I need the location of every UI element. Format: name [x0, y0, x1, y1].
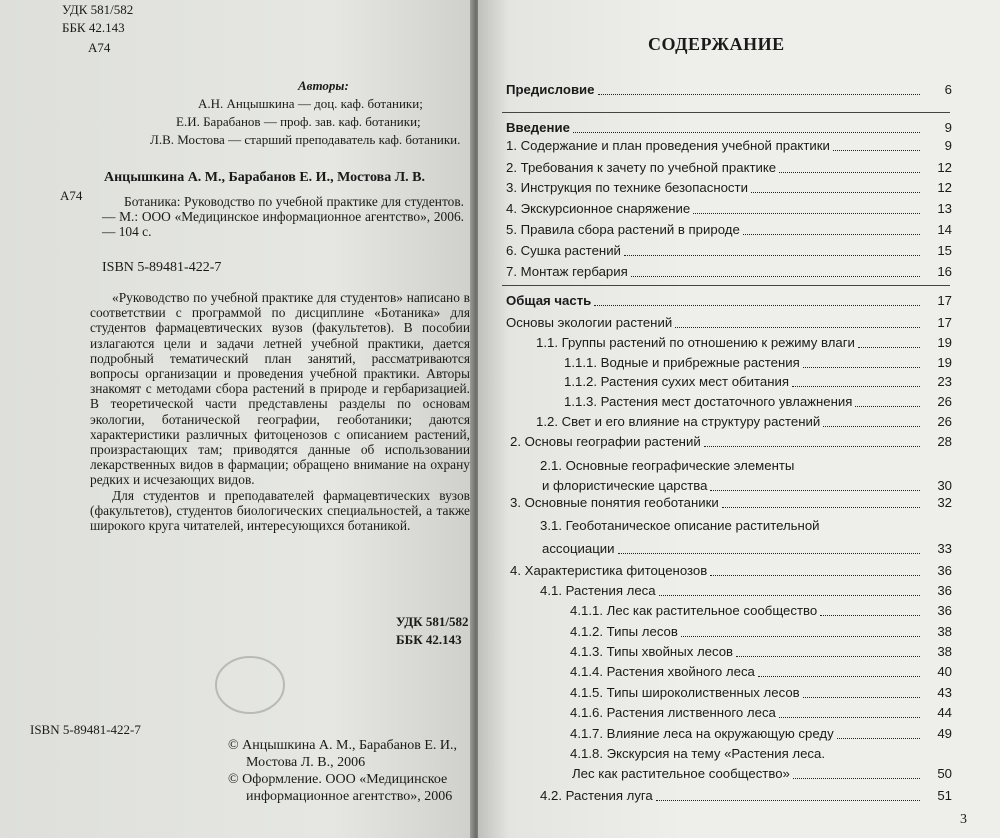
toc-entry: 4. Экскурсионное снаряжение	[506, 201, 691, 216]
toc-page-number: 12	[937, 160, 952, 175]
toc-entry: 4.1.4. Растения хвойного леса	[570, 664, 755, 679]
table-of-contents	[478, 0, 1000, 838]
toc-page-number: 44	[937, 705, 952, 720]
toc-page-number: 49	[937, 726, 952, 741]
toc-entry: Введение	[506, 120, 570, 135]
abstract	[90, 290, 470, 533]
toc-dot-leader	[659, 595, 920, 596]
page-number: 3	[960, 812, 967, 827]
left-page	[0, 0, 474, 838]
toc-dot-leader	[837, 738, 920, 739]
toc-entry: Предисловие	[506, 82, 595, 97]
toc-page-number: 15	[937, 243, 952, 258]
toc-dot-leader	[656, 800, 920, 801]
toc-page-number: 38	[937, 624, 952, 639]
toc-dot-leader	[792, 386, 920, 387]
author-line-1: А.Н. Анцышкина — доц. каф. ботаники;	[198, 96, 423, 111]
toc-dot-leader	[803, 367, 920, 368]
toc-dot-leader	[751, 192, 920, 193]
toc-dot-leader	[631, 276, 920, 277]
toc-page-number: 43	[937, 685, 952, 700]
author-line-3: Л.В. Мостова — старший преподаватель каф. ботаники.	[150, 132, 461, 147]
toc-dot-leader	[820, 615, 920, 616]
toc-dot-leader	[833, 150, 920, 151]
toc-dot-leader	[594, 305, 920, 306]
toc-entry: 4.1.1. Лес как растительное сообщество	[570, 603, 818, 618]
bbk-top: ББК 42.143	[62, 20, 125, 35]
toc-page-number: 23	[937, 374, 952, 389]
toc-dot-leader	[858, 347, 920, 348]
bbk-bottom: ББК 42.143	[396, 632, 462, 647]
toc-page-number: 33	[937, 541, 952, 556]
code-top: А74	[88, 40, 111, 55]
toc-dot-leader	[823, 426, 920, 427]
toc-entry: 1.1. Группы растений по отношению к режиму влаги	[536, 335, 855, 350]
toc-entry: 2. Требования к зачету по учебной практике	[506, 160, 777, 175]
toc-entry: 5. Правила сбора растений в природе	[506, 222, 740, 237]
toc-page-number: 36	[937, 563, 952, 578]
code-side: А74	[60, 188, 83, 203]
toc-page-number: 36	[937, 603, 952, 618]
toc-dot-leader	[710, 490, 920, 491]
right-page	[478, 0, 1000, 838]
toc-entry: 7. Монтаж гербария	[506, 264, 628, 279]
toc-dot-leader	[855, 406, 920, 407]
toc-dot-leader	[624, 255, 920, 256]
toc-page-number: 50	[937, 766, 952, 781]
toc-entry: 3. Инструкция по технике безопасности	[506, 180, 748, 195]
toc-entry: Основы экологии растений	[506, 315, 673, 330]
toc-entry-continuation: и флористические царства	[542, 478, 708, 493]
toc-dot-leader	[681, 636, 920, 637]
authors-heading: Авторы:	[298, 78, 349, 93]
toc-entry: 4.1.6. Растения лиственного леса	[570, 705, 776, 720]
toc-entry: Общая часть	[506, 293, 592, 308]
udk-top: УДК 581/582	[62, 2, 134, 17]
toc-dot-leader	[779, 172, 920, 173]
toc-dot-leader	[758, 676, 920, 677]
toc-page-number: 16	[937, 264, 952, 279]
toc-entry: 4.1.8. Экскурсия на тему «Растения леса.	[570, 746, 826, 761]
toc-page-number: 38	[937, 644, 952, 659]
toc-page-number: 14	[937, 222, 952, 237]
toc-entry: 4.1.3. Типы хвойных лесов	[570, 644, 734, 659]
toc-page-number: 32	[937, 495, 952, 510]
toc-entry: 2. Основы географии растений	[510, 434, 701, 449]
toc-page-number: 9	[944, 120, 952, 135]
copyright-1a: © Анцышкина А. М., Барабанов Е. И.,	[228, 738, 458, 753]
udk-bottom: УДК 581/582	[396, 614, 469, 629]
toc-page-number: 51	[937, 788, 952, 803]
toc-entry: 2.1. Основные географические элементы	[540, 458, 795, 473]
toc-entry: 4.1. Растения леса	[540, 583, 656, 598]
toc-dot-leader	[598, 94, 920, 95]
stamp-mark	[210, 650, 290, 720]
toc-dot-leader	[573, 132, 920, 133]
toc-page-number: 40	[937, 664, 952, 679]
toc-dot-leader	[704, 446, 920, 447]
isbn: ISBN 5-89481-422-7	[102, 260, 222, 275]
toc-page-number: 17	[937, 293, 952, 308]
toc-title: СОДЕРЖАНИЕ	[648, 34, 785, 54]
toc-page-number: 9	[944, 138, 952, 153]
toc-page-number: 17	[937, 315, 952, 330]
toc-entry: 1.1.1. Водные и прибрежные растения	[564, 355, 800, 370]
toc-entry: 3. Основные понятия геоботаники	[510, 495, 719, 510]
toc-entry: 4.1.2. Типы лесов	[570, 624, 678, 639]
toc-page-number: 36	[937, 583, 952, 598]
toc-dot-leader	[722, 507, 920, 508]
toc-entry: 4. Характеристика фитоценозов	[510, 563, 708, 578]
toc-page-number: 6	[944, 82, 952, 97]
toc-page-number: 19	[937, 335, 952, 350]
toc-entry: 6. Сушка растений	[506, 243, 621, 258]
toc-entry: 4.1.5. Типы широколиственных лесов	[570, 685, 800, 700]
toc-dot-leader	[675, 327, 920, 328]
toc-entry-continuation: ассоциации	[542, 541, 615, 556]
toc-dot-leader	[743, 234, 920, 235]
copyright-1b: Мостова Л. В., 2006	[246, 755, 366, 770]
toc-dot-leader	[693, 213, 920, 214]
toc-entry: 3.1. Геоботаническое описание растительной	[540, 518, 820, 533]
author-line-2: Е.И. Барабанов — проф. зав. каф. ботаники;	[176, 114, 421, 129]
toc-dot-leader	[803, 697, 920, 698]
toc-section-divider	[502, 285, 950, 286]
toc-dot-leader	[618, 553, 920, 554]
toc-entry: 1.1.2. Растения сухих мест обитания	[564, 374, 789, 389]
toc-entry: 4.1.7. Влияние леса на окружающую среду	[570, 726, 834, 741]
copyright-2a: © Оформление. ООО «Медицинское	[228, 772, 448, 787]
toc-page-number: 28	[937, 434, 952, 449]
abstract-paragraph-1: «Руководство по учебной практике для студентов» написано в соответствии с программой по дисциплине «Ботаника» для студентов фармацевтических вузов (факультетов). В пособии излагаются цели и задачи летней учебной практики, дается подробный тематический план занятий, рассматриваются вопросы организации и проведения учебной практики. Авторы знакомят с методами сбора растений в природе и гербаризацией. В теоретической части представлены разделы по основам экологии, ботанической географии, геоботаники; даются характеристики различных фитоценозов с описанием растений, произрастающих там; приводятся данные об использовании лекарственных видов в фармации; обращено внимание на охрану редких и исчезающих видов.	[90, 290, 470, 488]
isbn-bottom: ISBN 5-89481-422-7	[30, 722, 141, 737]
toc-page-number: 19	[937, 355, 952, 370]
copyright-2b: информационное агентство», 2006	[246, 789, 453, 804]
bibliographic-description: Ботаника: Руководство по учебной практике для студентов. — М.: ООО «Медицинское информационное агентство», 2006. — 104 с.	[102, 194, 464, 240]
toc-section-divider	[502, 112, 950, 113]
toc-entry: 1.1.3. Растения мест достаточного увлажнения	[564, 394, 853, 409]
toc-entry-continuation: Лес как растительное сообщество»	[572, 766, 790, 781]
toc-page-number: 26	[937, 394, 952, 409]
toc-dot-leader	[736, 656, 920, 657]
toc-dot-leader	[710, 575, 920, 576]
toc-page-number: 26	[937, 414, 952, 429]
authors-line: Анцышкина А. М., Барабанов Е. И., Мостова Л. В.	[104, 170, 425, 185]
toc-entry: 1. Содержание и план проведения учебной практики	[506, 138, 830, 153]
toc-dot-leader	[793, 778, 920, 779]
toc-page-number: 13	[937, 201, 952, 216]
toc-page-number: 30	[937, 478, 952, 493]
toc-page-number: 12	[937, 180, 952, 195]
toc-entry: 1.2. Свет и его влияние на структуру растений	[536, 414, 821, 429]
abstract-paragraph-2: Для студентов и преподавателей фармацевтических вузов (факультетов), студентов биологических специальностей, а также широкого круга читателей, интересующихся ботаникой.	[90, 487, 470, 534]
toc-entry: 4.2. Растения луга	[540, 788, 653, 803]
toc-dot-leader	[779, 717, 920, 718]
